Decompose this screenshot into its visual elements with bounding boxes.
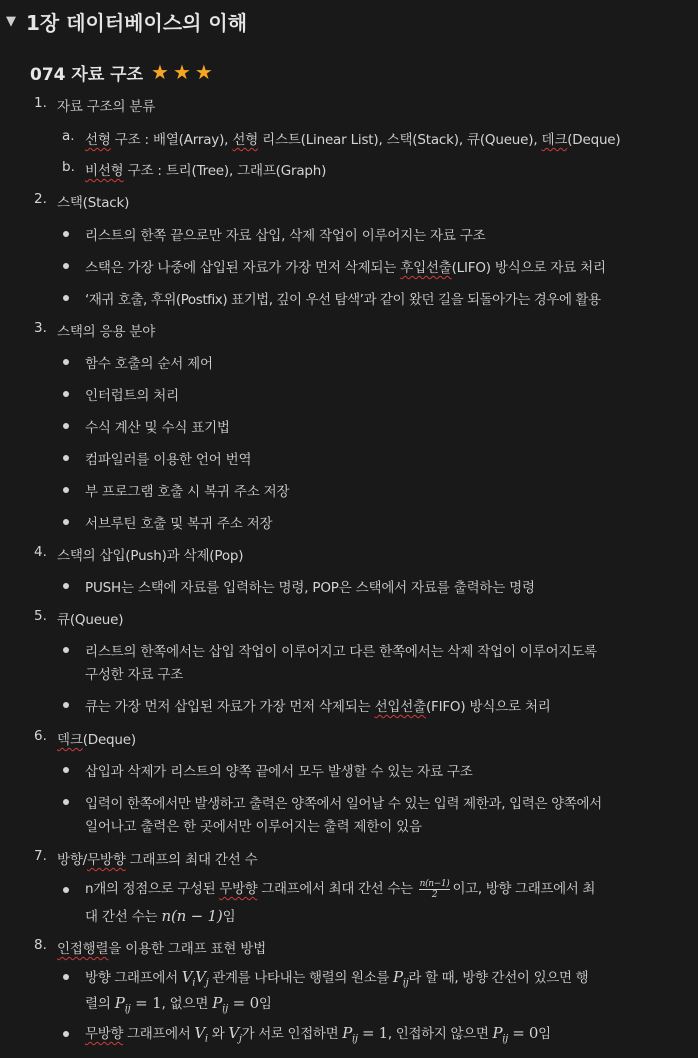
list-item: 인접행렬을 이용한 그래프 표현 방법 [57,941,266,957]
list-item: 리스트의 한쪽에서는 삽입 작업이 이루어지고 다른 한쪽에서는 삭제 작업이 이루어지도록 [85,644,597,660]
bullet-icon [63,295,69,301]
list-item-continuation: 일어나고 출력은 한 곳에서만 이루어지는 출력 제한이 있음 [85,819,422,835]
list-item: 함수 호출의 순서 제어 [85,356,213,372]
list-number: 5. [34,608,47,624]
list-item: 무방향 그래프에서 $V_i$ 와 $V_j$가 서로 인접하면 $P_{ij} = 1$, 인접하지 않으면 $P_{ij} = 0$임 [85,1024,551,1045]
bullet-icon [63,231,69,237]
list-item: 자료 구조의 분류 [57,99,156,115]
sub-label: a. [62,128,75,144]
list-number: 8. [34,937,47,953]
list-item: n개의 정점으로 구성된 무방향 그래프에서 최대 간선 수는 $\frac{n(n-1)}{2}$ 이고, 방향 그래프에서 최 [85,878,596,900]
bullet-icon [63,487,69,493]
bullet-icon [63,391,69,397]
list-item: 리스트의 한쪽 끝으로만 자료 삽입, 삭제 작업이 이루어지는 자료 구조 [85,228,486,244]
bullet-icon [63,519,69,525]
list-item-continuation: 구성한 자료 구조 [85,667,184,683]
bullet-icon [63,423,69,429]
list-item: 서브루틴 호출 및 복귀 주소 저장 [85,516,273,532]
list-item: 스택의 삽입(Push)과 삭제(Pop) [57,548,244,564]
list-item-continuation: 대 간선 수는 n(n − 1)임 [85,907,236,925]
list-item: 스택은 가장 나중에 삽입된 자료가 가장 먼저 삭제되는 후입선출(LIFO) 방식으로 자료 처리 [85,260,606,276]
bullet-icon [63,799,69,805]
list-item: 선형 구조 : 배열(Array), 선형 리스트(Linear List), 스택(Stack), 큐(Queue), 데크(Deque) [85,132,621,148]
star-icon: ★ [172,60,191,84]
fraction: $\frac{n(n-1)}{2}$ [419,878,450,900]
bullet-icon [63,263,69,269]
list-item: 삽입과 삭제가 리스트의 양쪽 끝에서 모두 발생할 수 있는 자료 구조 [85,764,473,780]
list-number: 6. [34,728,47,744]
list-item: 큐(Queue) [57,612,124,628]
list-number: 4. [34,544,47,560]
bullet-icon [63,455,69,461]
list-number: 1. [34,95,47,111]
toggle-triangle-icon[interactable]: ▼ [6,13,16,29]
list-item: 입력이 한쪽에서만 발생하고 출력은 양쪽에서 일어날 수 있는 입력 제한과, 입력은 양쪽에서 [85,796,602,812]
list-number: 3. [34,320,47,336]
section-title: 074 자료 구조 [30,64,144,85]
list-item: 인터럽트의 처리 [85,388,179,404]
star-icon: ★ [194,60,213,84]
list-item: 부 프로그램 호출 시 복귀 주소 저장 [85,484,290,500]
list-number: 2. [34,191,47,207]
list-item: 방향 그래프에서 $V_iV_j$ 관계를 나타내는 행렬의 원소를 $P_{ij}$라 할 때, 방향 간선이 있으면 행 [85,968,589,989]
star-icon: ★ [151,60,169,84]
bullet-icon [63,974,69,980]
list-item: 컴파일러를 이용한 언어 번역 [85,452,252,468]
bullet-icon [63,647,69,653]
bullet-icon [63,359,69,365]
list-number: 7. [34,848,47,864]
list-item: 비선형 구조 : 트리(Tree), 그래프(Graph) [85,163,327,179]
bullet-icon [63,887,69,893]
bullet-icon [63,1031,69,1037]
list-item: 덱크(Deque) [57,732,136,748]
section-heading [30,58,217,86]
bullet-icon [63,702,69,708]
star-rating [151,62,217,82]
bullet-icon [63,767,69,773]
chapter-heading[interactable] [6,5,247,37]
list-item: 큐는 가장 먼저 삽입된 자료가 가장 먼저 삭제되는 선입선출(FIFO) 방식으로 처리 [85,699,551,715]
list-item: 스택의 응용 분야 [57,324,156,340]
list-item: PUSH는 스택에 자료를 입력하는 명령, POP은 스택에서 자료를 출력하는 명령 [85,580,535,596]
bullet-icon [63,583,69,589]
chapter-title: 1장 데이터베이스의 이해 [26,10,248,35]
list-item: ‘재귀 호출, 후위(Postfix) 표기법, 깊이 우선 탐색’과 같이 왔던 길을 되돌아가는 경우에 활용 [85,292,601,308]
sub-label: b. [62,159,75,175]
list-item: 스택(Stack) [57,195,130,211]
list-item: 방향/무방향 그래프의 최대 간선 수 [57,852,258,868]
list-item-continuation: 렬의 $P_{ij} = 1$, 없으면 $P_{ij} = 0$임 [85,994,272,1015]
list-item: 수식 계산 및 수식 표기법 [85,420,230,436]
